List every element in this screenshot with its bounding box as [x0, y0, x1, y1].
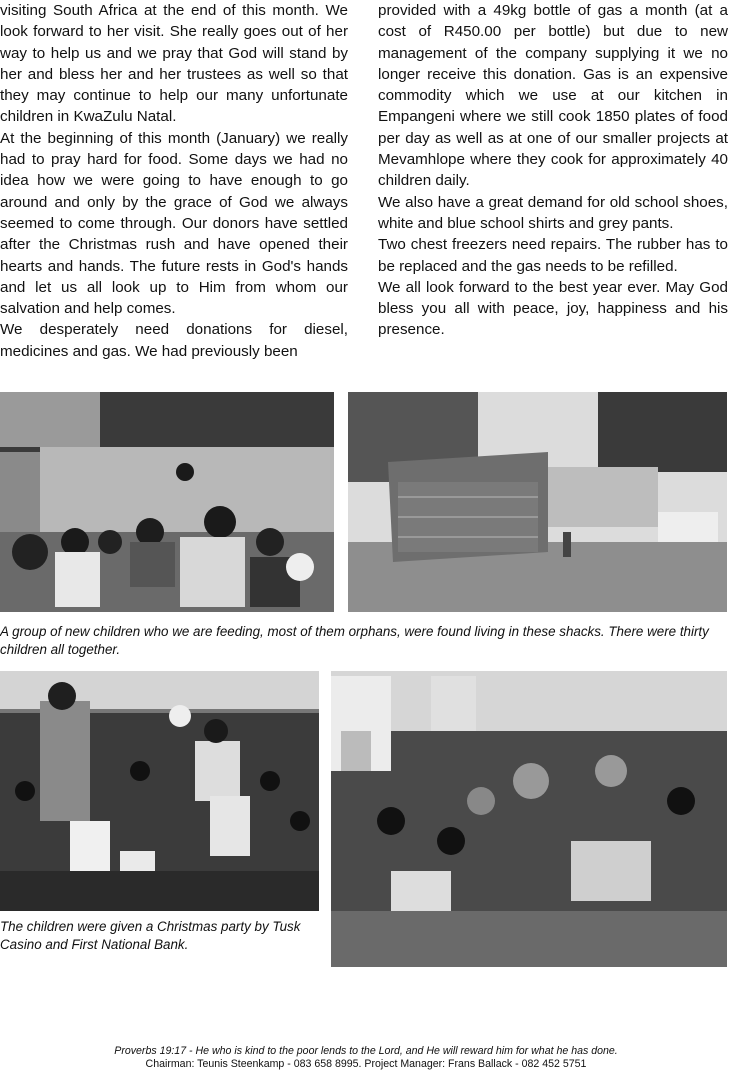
shack-image: [348, 392, 727, 612]
footer-contacts: Chairman: Teunis Steenkamp - 083 658 8995. Project Manager: Frans Ballack - 082 452 5751: [145, 1058, 587, 1070]
article-paragraph: We also have a great demand for old school shoes, white and blue school shirts and grey pants.: [378, 193, 728, 232]
shack-photo: [348, 392, 727, 612]
children-outdoors-image: [0, 392, 334, 612]
children-gifts-photo: [331, 671, 727, 967]
children-outdoors-photo: [0, 392, 334, 612]
children-gifts-image: [331, 671, 727, 967]
article-paragraph: We desperately need donations for diesel, medicines and gas. We had previously been: [0, 321, 348, 360]
article-paragraph: visiting South Africa at the end of this month. We look forward to her visit. She really goes out of her way to help us and we pray that God will stand by her and bless her and her trustees as well so that they may continue to help our many unfortunate children in KwaZulu Natal.: [0, 2, 348, 126]
article-paragraph: Two chest freezers need repairs. The rubber has to be replaced and the gas needs to be refilled.: [378, 236, 728, 275]
article-left-column: [0, 0, 348, 362]
footer-verse: Proverbs 19:17 - He who is kind to the poor lends to the Lord, and He will reward him for what he has done.: [114, 1045, 618, 1057]
article-right-column: [378, 0, 728, 341]
shacks-caption: A group of new children who we are feeding, most of them orphans, were found living in these shacks. There were thirty children all together.: [0, 624, 709, 657]
christmas-party-caption: The children were given a Christmas party by Tusk Casino and First National Bank.: [0, 919, 301, 952]
christmas-party-group-image: [0, 671, 319, 911]
article-paragraph: We all look forward to the best year ever. May God bless you all with peace, joy, happiness and his presence.: [378, 278, 728, 339]
article-paragraph: At the beginning of this month (January) we really had to pray hard for food. Some days we had no idea how we were going to have enough to go around and only by the grace of God we always seemed to come through. Our donors have settled after the Christmas rush and have opened their hearts and hands. The future rests in God's hands and let us all look up to Him from whom our salvation and help comes.: [0, 129, 348, 318]
article-paragraph: provided with a 49kg bottle of gas a month (at a cost of R450.00 per bottle) but due to new management of the company supplying it we no longer receive this donation. Gas is an expensive commodity which we use at our kitchen in Empangeni where we still cook 1850 plates of food per day as well as at one of our smaller projects at Mevamhlope where they cook for approximately 40 children daily.: [378, 2, 728, 190]
christmas-party-group-photo: [0, 671, 319, 911]
